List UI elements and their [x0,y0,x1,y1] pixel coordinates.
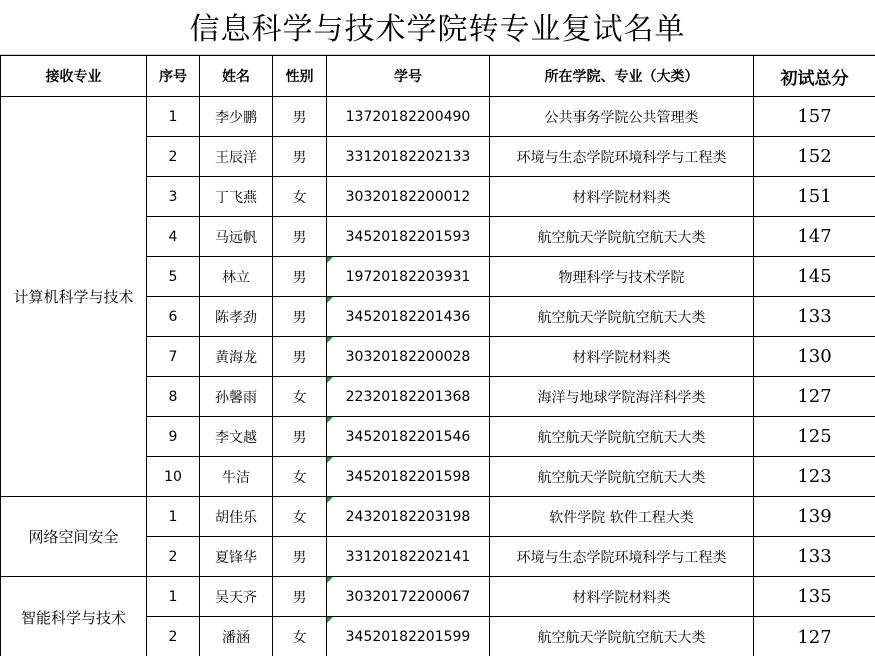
major-cell[interactable]: 计算机科学与技术 [1,97,147,497]
gender-cell[interactable]: 男 [273,137,327,177]
score-cell[interactable]: 147 [754,217,875,257]
score-cell[interactable]: 135 [754,577,875,617]
score-cell[interactable]: 125 [754,417,875,457]
student-id-cell[interactable]: 34520182201436 [327,297,490,337]
college-cell[interactable]: 物理科学与技术学院 [490,257,754,297]
no-cell[interactable]: 6 [147,297,200,337]
header-student-id[interactable]: 学号 [327,56,490,97]
header-major[interactable]: 接收专业 [1,56,147,97]
header-score[interactable]: 初试总分 [754,56,875,97]
score-cell[interactable]: 133 [754,537,875,577]
college-cell[interactable]: 环境与生态学院环境科学与工程类 [490,537,754,577]
no-cell[interactable]: 2 [147,617,200,656]
no-cell[interactable]: 8 [147,377,200,417]
name-cell[interactable]: 吴天齐 [200,577,273,617]
student-id-cell[interactable]: 34520182201593 [327,217,490,257]
score-cell[interactable]: 130 [754,337,875,377]
student-id-cell[interactable]: 34520182201599 [327,617,490,656]
header-college[interactable]: 所在学院、专业（大类） [490,56,754,97]
gender-cell[interactable]: 男 [273,297,327,337]
no-cell[interactable]: 1 [147,577,200,617]
gender-cell[interactable]: 女 [273,177,327,217]
no-cell[interactable]: 1 [147,497,200,537]
college-cell[interactable]: 航空航天学院航空航天大类 [490,617,754,656]
name-cell[interactable]: 夏锋华 [200,537,273,577]
student-id-cell[interactable]: 30320172200067 [327,577,490,617]
page-title: 信息科学与技术学院转专业复试名单 [189,12,686,47]
gender-cell[interactable]: 男 [273,217,327,257]
student-id-cell[interactable]: 33120182202133 [327,137,490,177]
no-cell[interactable]: 4 [147,217,200,257]
score-cell[interactable]: 157 [754,97,875,137]
college-cell[interactable]: 航空航天学院航空航天大类 [490,457,754,497]
header-row [1,56,875,97]
score-cell[interactable]: 133 [754,297,875,337]
student-id-cell[interactable]: 13720182200490 [327,97,490,137]
name-cell[interactable]: 李文越 [200,417,273,457]
header-name[interactable]: 姓名 [200,56,273,97]
no-cell[interactable]: 3 [147,177,200,217]
table-row [1,497,875,537]
name-cell[interactable]: 孙馨雨 [200,377,273,417]
title-cell[interactable] [0,0,875,55]
header-gender[interactable]: 性别 [273,56,327,97]
gender-cell[interactable]: 男 [273,97,327,137]
score-cell[interactable]: 151 [754,177,875,217]
gender-cell[interactable]: 女 [273,497,327,537]
college-cell[interactable]: 材料学院材料类 [490,177,754,217]
college-cell[interactable]: 软件学院 软件工程大类 [490,497,754,537]
no-cell[interactable]: 1 [147,97,200,137]
no-cell[interactable]: 7 [147,337,200,377]
gender-cell[interactable]: 男 [273,417,327,457]
header-no[interactable]: 序号 [147,56,200,97]
name-cell[interactable]: 陈孝劲 [200,297,273,337]
candidate-table [0,55,875,656]
student-id-cell[interactable]: 24320182203198 [327,497,490,537]
score-cell[interactable]: 123 [754,457,875,497]
name-cell[interactable]: 马远帆 [200,217,273,257]
college-cell[interactable]: 航空航天学院航空航天大类 [490,217,754,257]
student-id-cell[interactable]: 22320182201368 [327,377,490,417]
score-cell[interactable]: 127 [754,377,875,417]
name-cell[interactable]: 丁飞燕 [200,177,273,217]
student-id-cell[interactable]: 33120182202141 [327,537,490,577]
college-cell[interactable]: 航空航天学院航空航天大类 [490,297,754,337]
no-cell[interactable]: 2 [147,537,200,577]
score-cell[interactable]: 152 [754,137,875,177]
college-cell[interactable]: 公共事务学院公共管理类 [490,97,754,137]
college-cell[interactable]: 海洋与地球学院海洋科学类 [490,377,754,417]
table-row [1,97,875,137]
student-id-cell[interactable]: 30320182200012 [327,177,490,217]
no-cell[interactable]: 9 [147,417,200,457]
college-cell[interactable]: 航空航天学院航空航天大类 [490,417,754,457]
name-cell[interactable]: 黄海龙 [200,337,273,377]
gender-cell[interactable]: 女 [273,457,327,497]
gender-cell[interactable]: 女 [273,377,327,417]
gender-cell[interactable]: 女 [273,617,327,656]
no-cell[interactable]: 5 [147,257,200,297]
student-id-cell[interactable]: 19720182203931 [327,257,490,297]
no-cell[interactable]: 10 [147,457,200,497]
name-cell[interactable]: 潘涵 [200,617,273,656]
table-row [1,577,875,617]
college-cell[interactable]: 材料学院材料类 [490,337,754,377]
gender-cell[interactable]: 男 [273,577,327,617]
major-cell[interactable]: 智能科学与技术 [1,577,147,656]
student-id-cell[interactable]: 34520182201598 [327,457,490,497]
gender-cell[interactable]: 男 [273,337,327,377]
college-cell[interactable]: 环境与生态学院环境科学与工程类 [490,137,754,177]
gender-cell[interactable]: 男 [273,537,327,577]
major-cell[interactable]: 网络空间安全 [1,497,147,577]
gender-cell[interactable]: 男 [273,257,327,297]
score-cell[interactable]: 127 [754,617,875,656]
student-id-cell[interactable]: 34520182201546 [327,417,490,457]
name-cell[interactable]: 林立 [200,257,273,297]
college-cell[interactable]: 材料学院材料类 [490,577,754,617]
score-cell[interactable]: 145 [754,257,875,297]
name-cell[interactable]: 李少鹏 [200,97,273,137]
score-cell[interactable]: 139 [754,497,875,537]
name-cell[interactable]: 牛洁 [200,457,273,497]
no-cell[interactable]: 2 [147,137,200,177]
student-id-cell[interactable]: 30320182200028 [327,337,490,377]
name-cell[interactable]: 胡佳乐 [200,497,273,537]
name-cell[interactable]: 王辰洋 [200,137,273,177]
